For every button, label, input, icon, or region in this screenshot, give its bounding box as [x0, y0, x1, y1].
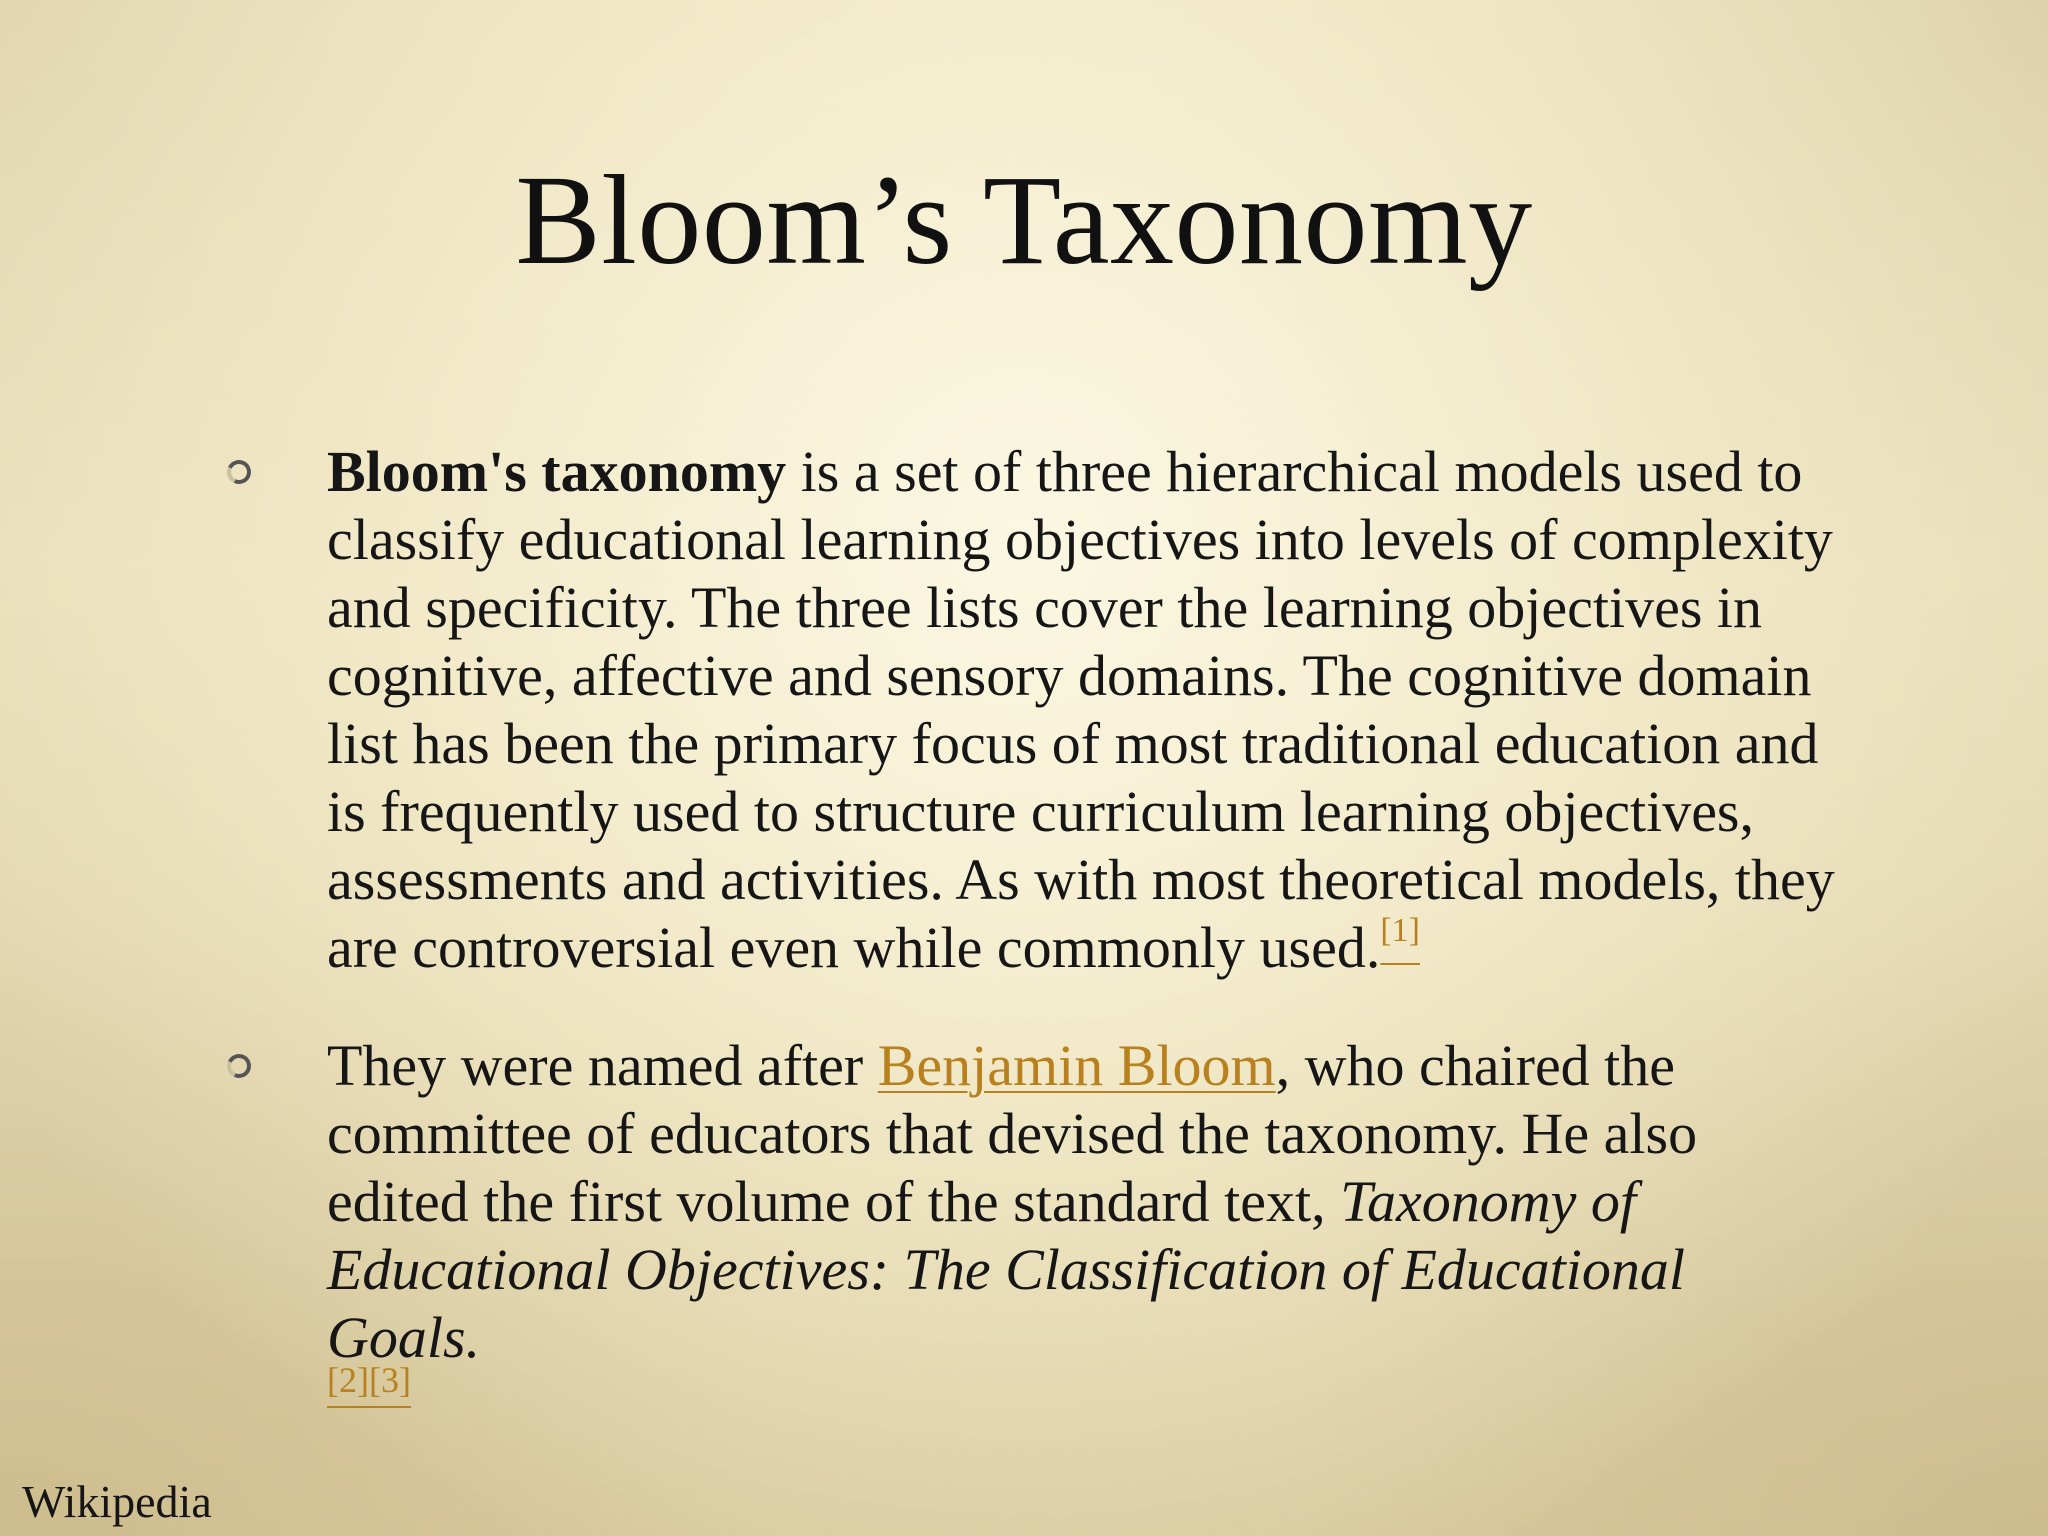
book-title: Taxonomy of Educational Objectives: The Classification of Educational Goals.: [327, 1169, 1685, 1370]
bullet-text: is a set of three hierarchical models used to classify educational learning objectives into levels of complexity and specificity. The three lists cover the learning objectives in cognitive, affective and sensory domains. The cognitive domain list has been the primary focus of most traditional education and is frequently used to structure curriculum learning objectives, assessments and activities. As with most theoretical models, they are controversial even while commonly used.: [327, 439, 1835, 980]
bullet-text: They were named after: [327, 1033, 878, 1098]
benjamin-bloom-link[interactable]: Benjamin Bloom: [877, 1033, 1276, 1098]
source-label: Wikipedia: [22, 1476, 212, 1527]
citation-links[interactable]: [2][3]: [327, 1360, 411, 1400]
bold-lead-term: Bloom's taxonomy: [327, 439, 787, 504]
bullet-text: , who chaired the committee of educators that devised the taxonomy. He also edited the first volume of the standard text,: [327, 1033, 1698, 1234]
slide-title: Bloom’s Taxonomy: [515, 149, 1533, 291]
bullet-item-origin: [222, 1032, 1842, 1398]
citation-link[interactable]: [1]: [1380, 912, 1420, 949]
ring-bullet-icon: [224, 1051, 255, 1082]
ring-bullet-icon: [224, 457, 255, 488]
bullet-list: [222, 438, 1842, 1448]
bullet-item-definition: [222, 438, 1842, 982]
